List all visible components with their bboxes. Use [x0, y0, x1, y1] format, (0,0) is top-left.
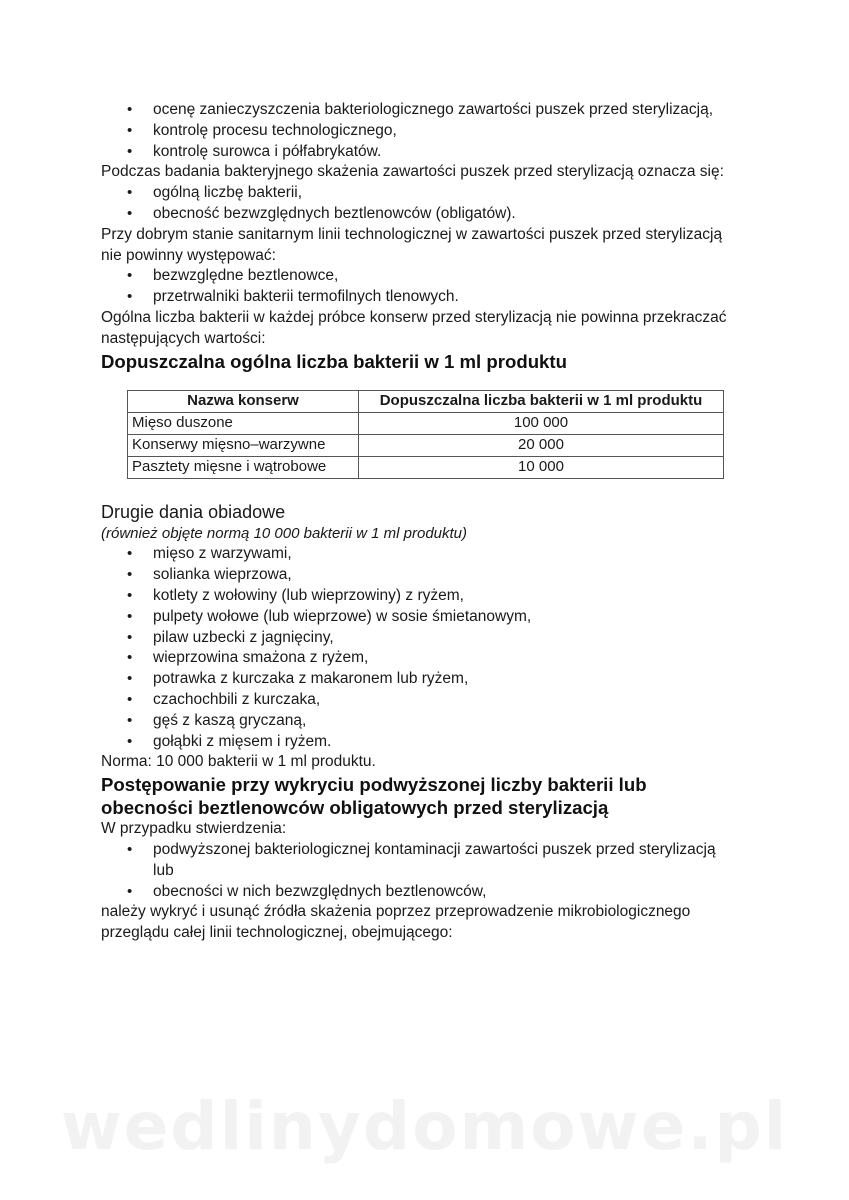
- paragraph-final: należy wykryć i usunąć źródła skażenia poprzez przeprowadzenie mikrobiologicznego przeglądu całej linii technologicznej, obejmującego:: [101, 903, 691, 942]
- przypadku-list: [101, 840, 741, 902]
- badania-list: [101, 183, 741, 225]
- document-page: [101, 100, 741, 944]
- list-item: • czachochbili z kurczaka,: [153, 690, 741, 711]
- list-item: • kotlety z wołowiny (lub wieprzowiny) z ryżem,: [153, 586, 741, 607]
- list-item: • obecności w nich bezwzględnych beztlenowców,: [153, 882, 741, 903]
- dania-list: [101, 544, 741, 752]
- section-heading-procedure: Postępowanie przy wykryciu podwyższonej liczby bakterii lub obecności beztlenowców obligatowych przed sterylizacją: [101, 774, 647, 819]
- list-item: • wieprzowina smażona z ryżem,: [153, 648, 741, 669]
- table-cell-name: Mięso duszone: [128, 412, 359, 434]
- list-item: • gęś z kaszą gryczaną,: [153, 711, 741, 732]
- paragraph-norma: Norma: 10 000 bakterii w 1 ml produktu.: [101, 753, 376, 771]
- paragraph-badania: Podczas badania bakteryjnego skażenia zawartości puszek przed sterylizacją oznacza się:: [101, 163, 724, 181]
- section-heading-limits: Dopuszczalna ogólna liczba bakterii w 1 ml produktu: [101, 350, 567, 372]
- list-item: • bezwzględne beztlenowce,: [153, 266, 741, 287]
- list-item: • przetrwalniki bakterii termofilnych tlenowych.: [153, 287, 741, 308]
- list-item: • kontrolę surowca i półfabrykatów.: [153, 142, 741, 163]
- table-cell-name: Konserwy mięsno–warzywne: [128, 434, 359, 456]
- list-item: • gołąbki z mięsem i ryżem.: [153, 732, 741, 753]
- list-item-connector: lub: [153, 861, 174, 879]
- table-header-row: [128, 390, 724, 412]
- bacteria-limits-table: [127, 390, 724, 479]
- list-item: • ogólną liczbę bakterii,: [153, 183, 741, 204]
- intro-list: [101, 100, 741, 162]
- list-item: • pulpety wołowe (lub wieprzowe) w sosie śmietanowym,: [153, 607, 741, 628]
- paragraph-sanitarny: Przy dobrym stanie sanitarnym linii technologicznej w zawartości puszek przed sterylizacją nie powinny występować:: [101, 225, 723, 264]
- table-header-cell: Dopuszczalna liczba bakterii w 1 ml produktu: [359, 390, 724, 412]
- subheading-dania: Drugie dania obiadowe: [101, 501, 286, 522]
- watermark-text: wedlinydomowe.pl: [60, 1088, 789, 1165]
- list-item: • potrawka z kurczaka z makaronem lub ryżem,: [153, 669, 741, 690]
- table-row: [128, 412, 724, 434]
- list-item-text: podwyższonej bakteriologicznej kontaminacji zawartości puszek przed sterylizacją: [153, 840, 716, 858]
- list-item: • solianka wieprzowa,: [153, 565, 741, 586]
- list-item: • pilaw uzbecki z jagnięciny,: [153, 628, 741, 649]
- paragraph-przypadku: W przypadku stwierdzenia:: [101, 820, 287, 838]
- table-row: [128, 456, 724, 478]
- list-item: • mięso z warzywami,: [153, 544, 741, 565]
- list-item: [153, 840, 741, 882]
- list-item: • obecność bezwzględnych beztlenowców (obligatów).: [153, 204, 741, 225]
- sanitarny-list: [101, 266, 741, 308]
- table-row: [128, 434, 724, 456]
- table-cell-name: Pasztety mięsne i wątrobowe: [128, 456, 359, 478]
- paragraph-liczba: Ogólna liczba bakterii w każdej próbce konserw przed sterylizacją nie powinna przekraczać następujących wartości:: [101, 308, 727, 347]
- table-cell-value: 100 000: [359, 412, 724, 434]
- list-item: • ocenę zanieczyszczenia bakteriologicznego zawartości puszek przed sterylizacją,: [153, 100, 741, 121]
- table-header-cell: Nazwa konserw: [128, 390, 359, 412]
- table-cell-value: 10 000: [359, 456, 724, 478]
- list-item: • kontrolę procesu technologicznego,: [153, 121, 741, 142]
- table-cell-value: 20 000: [359, 434, 724, 456]
- subheading-note: (również objęte normą 10 000 bakterii w 1 ml produktu): [101, 524, 468, 542]
